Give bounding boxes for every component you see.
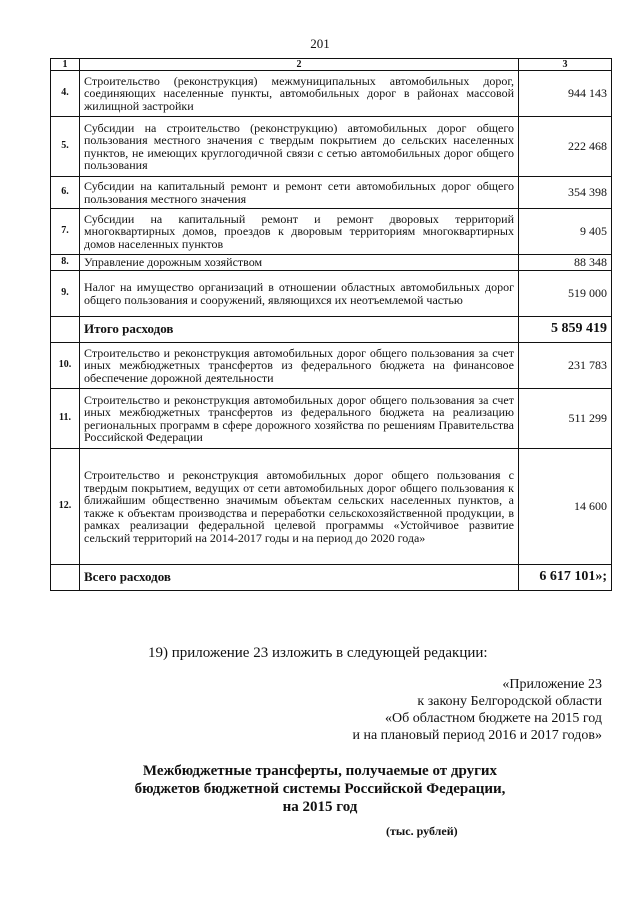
table-row [51, 177, 612, 209]
total-value: 6 617 101»; [519, 565, 612, 591]
appendix-line: и на плановый период 2016 и 2017 годов» [352, 728, 602, 743]
table-row [51, 117, 612, 177]
table-row [51, 343, 612, 389]
expenses-table [50, 58, 612, 591]
table-row [51, 71, 612, 117]
row-number: 10. [51, 343, 80, 389]
row-description: Строительство и реконструкция автомобильных дорог общего пользования за счет иных межбюджетных трансфертов из федерального бюджета на финансовое обеспечение дорожной деятельности [80, 343, 519, 389]
row-value: 88 348 [519, 255, 612, 271]
row-description: Строительство (реконструкция) межмуниципальных автомобильных дорог, соединяющих населенные пункты, автомобильных дорог в районах массовой жилищной застройки [80, 71, 519, 117]
row-number: 7. [51, 209, 80, 255]
appendix-line: к закону Белгородской области [417, 694, 602, 709]
table-row [51, 271, 612, 317]
title-line: на 2015 год [282, 799, 358, 815]
amendment-instruction: 19) приложение 23 изложить в следующей редакции: [148, 645, 488, 661]
document-title [0, 762, 640, 816]
row-value: 9 405 [519, 209, 612, 255]
row-number: 6. [51, 177, 80, 209]
total-row [51, 565, 612, 591]
table-row [51, 209, 612, 255]
appendix-line: «Об областном бюджете на 2015 год [385, 711, 602, 726]
row-number: 9. [51, 271, 80, 317]
subtotal-row [51, 317, 612, 343]
header-col-3: 3 [519, 59, 612, 71]
table-row [51, 449, 612, 565]
units-note: (тыс. рублей) [386, 824, 458, 838]
table-header-row [51, 59, 612, 71]
appendix-reference [352, 676, 602, 744]
subtotal-value: 5 859 419 [519, 317, 612, 343]
row-value: 944 143 [519, 71, 612, 117]
row-description: Субсидии на капитальный ремонт и ремонт дворовых территорий многоквартирных домов, проездов к дворовым территориям многоквартирных домов населенных пунктов [80, 209, 519, 255]
row-value: 511 299 [519, 389, 612, 449]
title-line: Межбюджетные трансферты, получаемые от других [142, 763, 498, 779]
row-value: 14 600 [519, 449, 612, 565]
row-description: Налог на имущество организаций в отношении областных автомобильных дорог общего пользования и сооружений, являющихся их неотъемлемой частью [80, 271, 519, 317]
row-description: Субсидии на строительство (реконструкцию) автомобильных дорог общего пользования местного значения с твердым покрытием до сельских населенных пунктов, не имеющих круглогодичной связи с сетью автомобильных дорог общего пользования [80, 117, 519, 177]
row-number: 11. [51, 389, 80, 449]
title-line: бюджетов бюджетной системы Российской Федерации, [134, 781, 506, 797]
row-description: Строительство и реконструкция автомобильных дорог общего пользования за счет иных межбюджетных трансфертов из федерального бюджета на реализацию региональных программ в сфере дорожного хозяйства по решениям Правительства Российской Федерации [80, 389, 519, 449]
row-value: 231 783 [519, 343, 612, 389]
row-value: 222 468 [519, 117, 612, 177]
row-number: 12. [51, 449, 80, 565]
row-description: Управление дорожным хозяйством [80, 255, 519, 271]
row-description: Субсидии на капитальный ремонт и ремонт сети автомобильных дорог общего пользования местного значения [80, 177, 519, 209]
row-number: 5. [51, 117, 80, 177]
total-label: Всего расходов [80, 565, 519, 591]
header-col-1: 1 [51, 59, 80, 71]
header-col-2: 2 [80, 59, 519, 71]
row-description: Строительство и реконструкция автомобильных дорог общего пользования с твердым покрытием, ведущих от сети автомобильных дорог общего пользования к ближайшим общественно значимым объектам сельских населенных пунктов, а также к объектам производства и переработки сельскохозяйственной продукции, в рамках реализации федеральной целевой программы «Устойчивое развитие сельский территорий на 2014-2017 годы и на период до 2020 года» [80, 449, 519, 565]
appendix-line: «Приложение 23 [502, 677, 602, 692]
row-number: 4. [51, 71, 80, 117]
row-value: 519 000 [519, 271, 612, 317]
row-value: 354 398 [519, 177, 612, 209]
table-row [51, 255, 612, 271]
table-row [51, 389, 612, 449]
row-number: 8. [51, 255, 80, 271]
subtotal-label: Итого расходов [80, 317, 519, 343]
page-number: 201 [310, 36, 330, 51]
